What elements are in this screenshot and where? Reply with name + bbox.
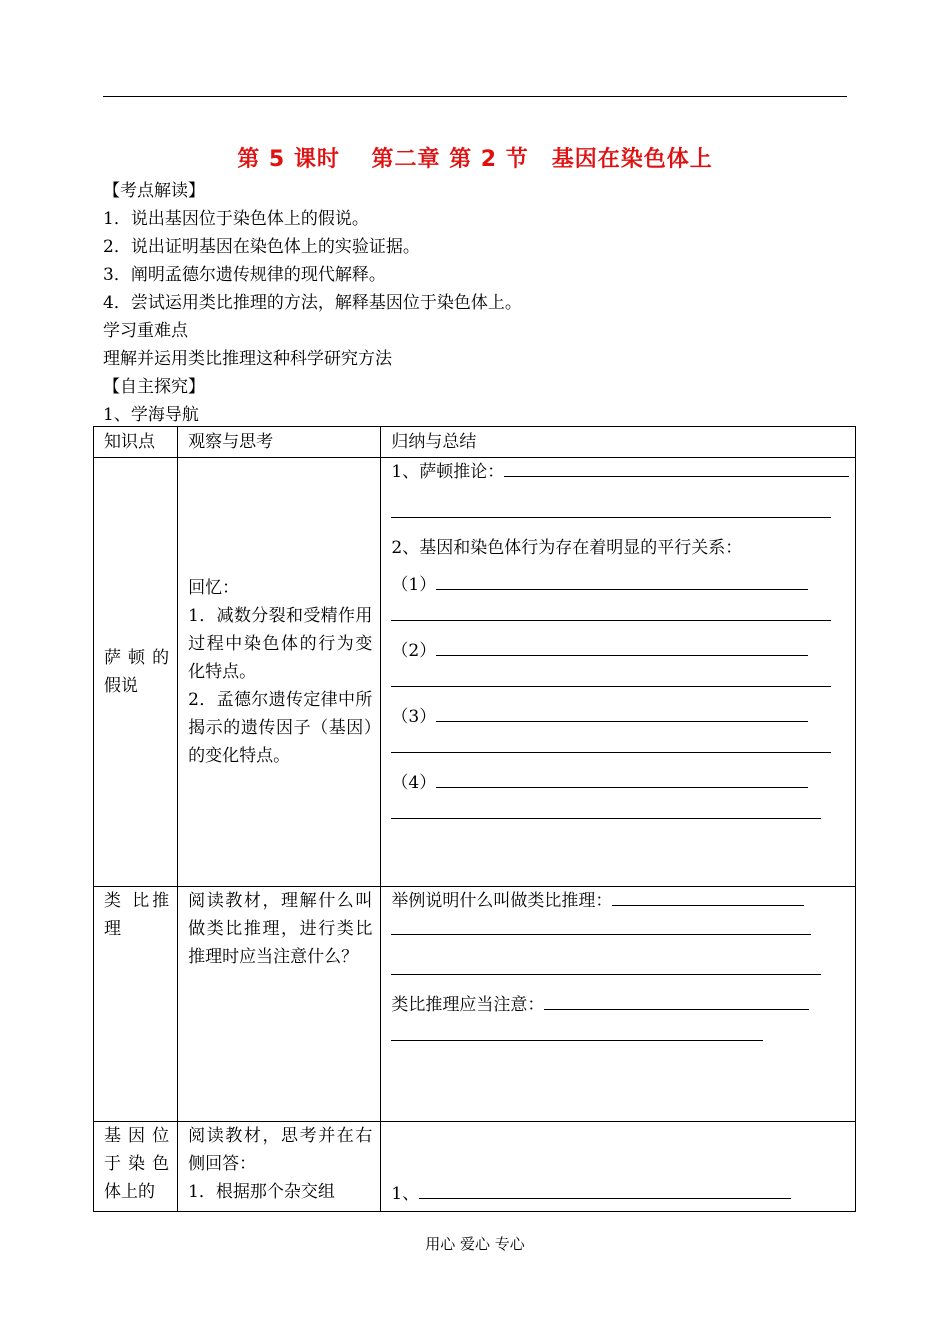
answer-blank[interactable] xyxy=(391,1039,763,1041)
answer-blank[interactable] xyxy=(391,516,831,518)
item-label: （4） xyxy=(391,773,437,793)
item-label: （3） xyxy=(391,707,437,727)
answer-blank[interactable] xyxy=(391,751,831,753)
summary-label: 2、基因和染色体行为存在着明显的平行关系： xyxy=(391,538,743,558)
page-footer: 用心 爱心 专心 xyxy=(425,1235,525,1253)
focus-text: 理解并运用类比推理这种科学研究方法 xyxy=(103,349,392,369)
summary-cell xyxy=(381,887,856,1122)
item-label: （2） xyxy=(391,641,437,661)
answer-blank[interactable] xyxy=(436,769,808,788)
table-row xyxy=(94,1122,856,1212)
think-cell: 阅读教材，思考并在右侧回答： 1．根据那个杂交组 xyxy=(178,1122,381,1212)
section-heading-zizhu: 【自主探究】 xyxy=(103,377,205,397)
answer-blank[interactable] xyxy=(391,817,821,819)
table-row xyxy=(94,887,856,1122)
topic-cell: 萨 顿 的 假说 xyxy=(94,458,178,887)
point-2: 2．说出证明基因在染色体上的实验证据。 xyxy=(103,237,420,257)
summary-cell xyxy=(381,1122,856,1212)
topic-cell: 基因位于染色体上的 xyxy=(94,1122,178,1212)
header-cell: 归纳与总结 xyxy=(381,427,856,458)
answer-blank[interactable] xyxy=(419,1180,791,1199)
answer-blank[interactable] xyxy=(391,933,811,935)
think-cell: 回忆： 1．减数分裂和受精作用过程中染色体的行为变化特点。 2．孟德尔遗传定律中所揭示的遗传因子（基因）的变化特点。 xyxy=(178,458,381,887)
table-header-row xyxy=(94,427,856,458)
subsection-heading: 1、学海导航 xyxy=(103,405,199,425)
answer-blank[interactable] xyxy=(436,571,808,590)
answer-blank[interactable] xyxy=(436,703,808,722)
answer-blank[interactable] xyxy=(391,685,831,687)
item-label: （1） xyxy=(391,575,437,595)
answer-blank[interactable] xyxy=(612,887,804,906)
summary-label: 类比推理应当注意： xyxy=(391,995,545,1015)
summary-label: 1、萨顿推论： xyxy=(391,462,505,482)
think-cell: 阅读教材，理解什么叫做类比推理，进行类比推理时应当注意什么？ xyxy=(178,887,381,1122)
answer-blank[interactable] xyxy=(504,458,849,477)
header-cell: 知识点 xyxy=(94,427,178,458)
point-4: 4．尝试运用类比推理的方法，解释基因位于染色体上。 xyxy=(103,293,522,313)
summary-label: 举例说明什么叫做类比推理： xyxy=(391,891,613,911)
focus-title: 学习重难点 xyxy=(103,321,188,341)
point-3: 3．阐明孟德尔遗传规律的现代解释。 xyxy=(103,265,386,285)
point-1: 1．说出基因位于染色体上的假说。 xyxy=(103,209,369,229)
study-table xyxy=(93,426,856,1212)
section-heading-kaodian: 【考点解读】 xyxy=(103,181,205,201)
answer-blank[interactable] xyxy=(391,619,831,621)
summary-cell xyxy=(381,458,856,887)
header-rule xyxy=(103,96,847,97)
answer-blank[interactable] xyxy=(544,991,809,1010)
header-cell: 观察与思考 xyxy=(178,427,381,458)
page-title: 第 5 课时 第二章 第 2 节 基因在染色体上 xyxy=(237,147,713,172)
answer-blank[interactable] xyxy=(436,637,808,656)
summary-label: 1、 xyxy=(391,1184,420,1204)
answer-blank[interactable] xyxy=(391,973,821,975)
topic-cell: 类 比推理 xyxy=(94,887,178,1122)
table-row xyxy=(94,458,856,887)
